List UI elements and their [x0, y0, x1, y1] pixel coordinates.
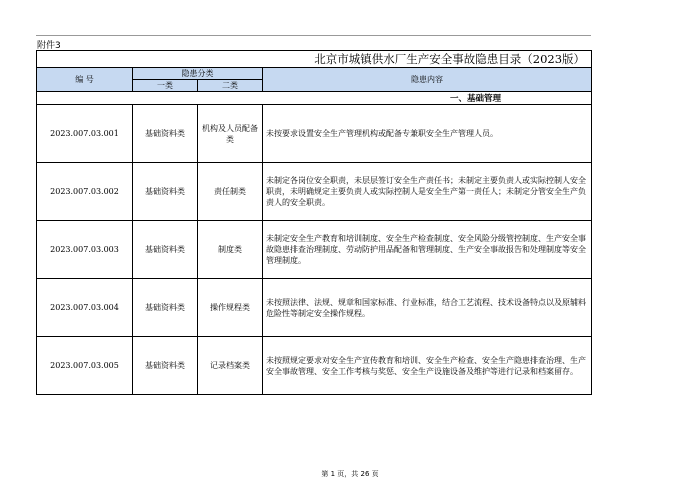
- header-level2: 二类: [198, 80, 263, 92]
- row-desc: 未按要求设置安全生产管理机构或配备专兼职安全生产管理人员。: [263, 105, 592, 163]
- row-cat2: 制度类: [198, 221, 263, 279]
- row-desc: 未制定安全生产教育和培训制度、安全生产检查制度、安全风险分级管控制度、生产安全事故隐患排查治理制度、劳动防护用品配备和管理制度、生产安全事故报告和处理制度等安全管理制度。: [263, 221, 592, 279]
- section-row: [37, 92, 592, 105]
- table-row: [37, 163, 592, 221]
- header-number: 编 号: [37, 68, 133, 92]
- header-content: 隐患内容: [263, 68, 592, 92]
- row-code: 2023.007.03.004: [37, 279, 133, 337]
- row-code: 2023.007.03.005: [37, 337, 133, 395]
- row-code: 2023.007.03.002: [37, 163, 133, 221]
- row-desc: 未制定各岗位安全职责，未层层签订安全生产责任书；未制定主要负责人或实际控制人安全职责，未明确规定主要负责人或实际控制人是安全生产第一责任人；未制定分管安全生产负责人的安全职责。: [263, 163, 592, 221]
- row-cat2: 机构及人员配备类: [198, 105, 263, 163]
- table-row: [37, 337, 592, 395]
- row-code: 2023.007.03.003: [37, 221, 133, 279]
- row-cat1: 基础资料类: [133, 279, 198, 337]
- hazard-table: [36, 50, 592, 395]
- header-row: [37, 68, 592, 80]
- table-row: [37, 105, 592, 163]
- row-code: 2023.007.03.001: [37, 105, 133, 163]
- row-cat2: 责任制类: [198, 163, 263, 221]
- row-cat2: 操作规程类: [198, 279, 263, 337]
- header-category: 隐患分类: [133, 68, 263, 80]
- row-cat2: 记录档案类: [198, 337, 263, 395]
- row-cat1: 基础资料类: [133, 221, 198, 279]
- top-divider: [36, 35, 591, 36]
- page-title: 北京市城镇供水厂生产安全事故隐患目录（2023版）: [37, 51, 592, 68]
- row-desc: 未按照法律、法规、规章和国家标准、行业标准，结合工艺流程、技术设备特点以及原辅料危险性等制定安全操作规程。: [263, 279, 592, 337]
- table-row: [37, 221, 592, 279]
- title-row: [37, 51, 592, 68]
- table-row: [37, 279, 592, 337]
- page-footer: 第 1 页，共 26 页: [321, 470, 379, 478]
- row-cat1: 基础资料类: [133, 105, 198, 163]
- row-cat1: 基础资料类: [133, 163, 198, 221]
- header-level1: 一类: [133, 80, 198, 92]
- row-cat1: 基础资料类: [133, 337, 198, 395]
- section-title: 一、基础管理: [37, 92, 592, 105]
- row-desc: 未按照规定要求对安全生产宣传教育和培训、安全生产检查、安全生产隐患排查治理、生产安全事故管理、安全工作考核与奖惩、安全生产设施设备及维护等进行记录和档案留存。: [263, 337, 592, 395]
- attachment-label: 附件3: [37, 41, 61, 51]
